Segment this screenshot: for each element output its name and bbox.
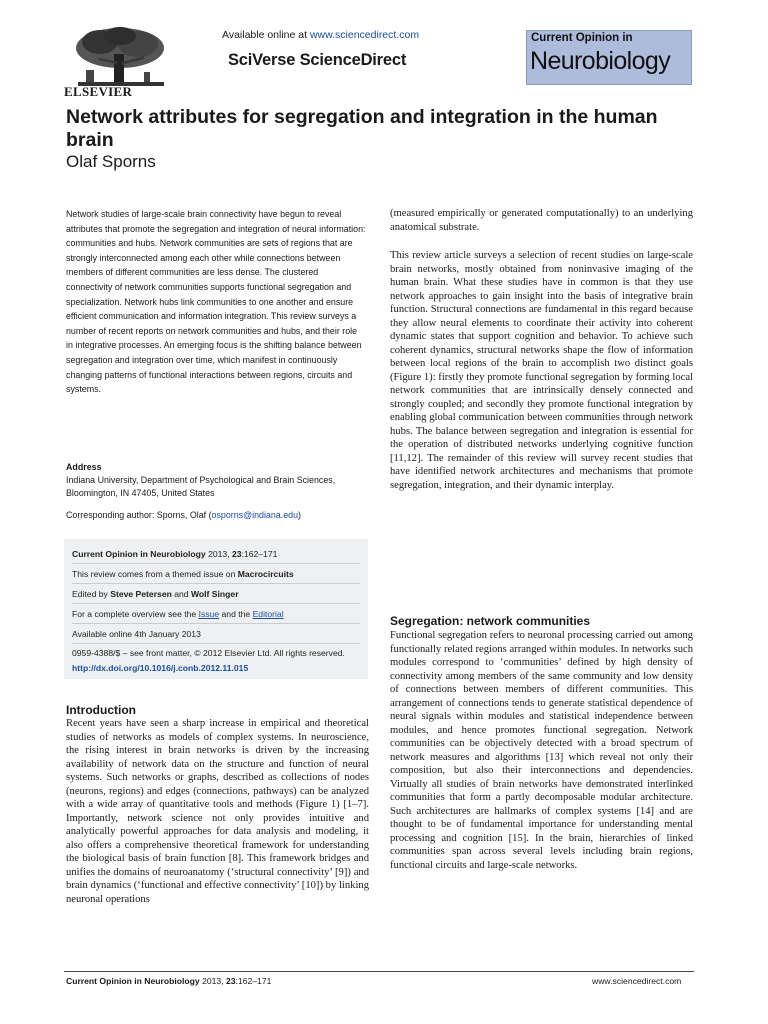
address-heading: Address — [66, 462, 102, 472]
introduction-heading: Introduction — [66, 703, 136, 717]
editorial-link[interactable]: Editorial — [252, 609, 284, 619]
review-scope-paragraph: This review article surveys a selection of recent studies on large-scale brain networks, mostly obtained from noninvasive imaging of the human brain. What these studies have in common is that they use network approaches to gain insight into the basis of integrative brain function. Structural connections are fundamental in this regard because they allow neural elements to coordinate their activity into coherent dynamic states that support cognition and behavior. To achieve such coherent dynamics, structural networks shape the flow of information between local regions of the brain to accomplish two distinct goals (Figure 1): firstly they promote functional segregation by forming local network communities that are intrinsically densely connected and strongly coupled; and secondly they promote functional integration by enabling global communication between communities through network hubs. The balance between segregation and integration is essential for the operation of distributed networks underlying cognitive function [11,12]. The remainder of this review will survey recent studies that have identified network architectures and mechanisms that promote segregation, integration, and their dynamic interplay. — [390, 250, 693, 491]
divider — [72, 583, 360, 584]
article-title: Network attributes for segregation and integration in the human brain — [66, 106, 658, 151]
right-column-continuation: (measured empirically or generated computationally) to an underlying anatomical substrate. — [390, 208, 693, 233]
doi-link[interactable]: http://dx.doi.org/10.1016/j.conb.2012.11.015 — [72, 663, 249, 673]
article-info-box — [64, 539, 368, 679]
info-theme: This review comes from a themed issue on Macrocircuits — [72, 569, 294, 579]
article-author: Olaf Sporns — [66, 152, 156, 171]
footer-citation: Current Opinion in Neurobiology 2013, 23:162–171 — [66, 976, 272, 986]
divider — [72, 643, 360, 644]
info-citation: Current Opinion in Neurobiology 2013, 23:162–171 — [72, 549, 278, 559]
available-online: Available online at www.sciencedirect.com — [222, 29, 420, 41]
email-link[interactable]: osporns@indiana.edu — [211, 510, 299, 520]
journal-banner-main: Neurobiology — [530, 47, 671, 75]
divider — [72, 563, 360, 564]
footer-url[interactable]: www.sciencedirect.com — [592, 976, 682, 986]
info-editors: Edited by Steve Petersen and Wolf Singer — [72, 589, 239, 599]
info-overview: For a complete overview see the Issue and the Editorial — [72, 609, 284, 619]
divider — [72, 623, 360, 624]
segregation-text: Functional segregation refers to neuronal processing carried out among functionally related regions arranged within modules. In networks such modules correspond to ‘communities’ defined by high density of connectivity among members of the same community and low density of connections between members of different communities. This arrangement of connections tends to generate statistical dependence of neural signals within modules and statistical independence between modules, and hence promotes functional segregation. Network communities can be objectively detected with a broad spectrum of network measures and algorithms [13] which reveal not only their composition, but also their interconnections and dependencies. Virtually all studies of brain networks have demonstrated interlinked communities that form a partly decomposable modular architecture. Such architectures are hallmarks of complex systems [14] and are thought to be of fundamental importance for understanding mental processing and cognition [15]. In the brain, hierarchies of linked communities span across several levels including brain regions, functional circuits and large-scale networks. — [390, 630, 693, 871]
journal-banner-top: Current Opinion in — [531, 32, 633, 44]
info-available: Available online 4th January 2013 — [72, 629, 201, 639]
segregation-heading: Segregation: network communities — [390, 614, 591, 628]
introduction-text: Recent years have seen a sharp increase in empirical and theoretical studies of networks as models of complex systems. In neuroscience, the rising interest in brain networks is driven by the increasing availability of network data on the structure and function of neural systems. Such networks or graphs, described as collections of nodes (neurons, regions) and edges (connections, pathways) can be analyzed with a wide array of quantitative tools and methods (Figure 1) [1–7]. Importantly, network science not only provides intuitive and analytically powerful approaches for data analysis and modeling, it also offers a comprehensive theoretical framework for understanding the biological basis of brain function [8]. This framework bridges and unifies the domains of neuroanatomy (‘structural connectivity’ [9]) and brain dynamics (‘functional and effective connectivity’ [10]) by linking neuronal operations — [66, 718, 369, 905]
divider — [72, 603, 360, 604]
footer-rule — [64, 971, 694, 972]
corresponding-author: Corresponding author: Sporns, Olaf (osporns@indiana.edu) — [66, 510, 301, 520]
sciencedirect-link[interactable]: www.sciencedirect.com — [309, 29, 420, 41]
publisher-wordmark: ELSEVIER — [64, 84, 133, 99]
platform-name: SciVerse ScienceDirect — [228, 51, 407, 69]
info-copyright: 0959-4388/$ – see front matter, © 2012 Elsevier Ltd. All rights reserved. — [72, 648, 345, 658]
abstract: Network studies of large-scale brain connectivity have begun to reveal attributes that promote the segregation and integration of neural information: communities and hubs. Network communities are sets of regions that are strongly interconnected among each other while connections between members of different communities are less dense. The clustered connectivity of network communities supports functional segregation and specialization. Network hubs link communities to one another and ensure efficient communication and information integration. This review surveys a number of recent reports on network communities and hubs, and their role in integrative processes. An emerging focus is the shifting balance between segregation and integration over time, which manifest in continuously changing patterns of functional interactions between regions, circuits and systems. — [66, 209, 366, 395]
issue-link[interactable]: Issue — [198, 609, 220, 619]
address-text: Indiana University, Department of Psychological and Brain Sciences, Bloomington, IN 47405, United States — [66, 475, 336, 498]
